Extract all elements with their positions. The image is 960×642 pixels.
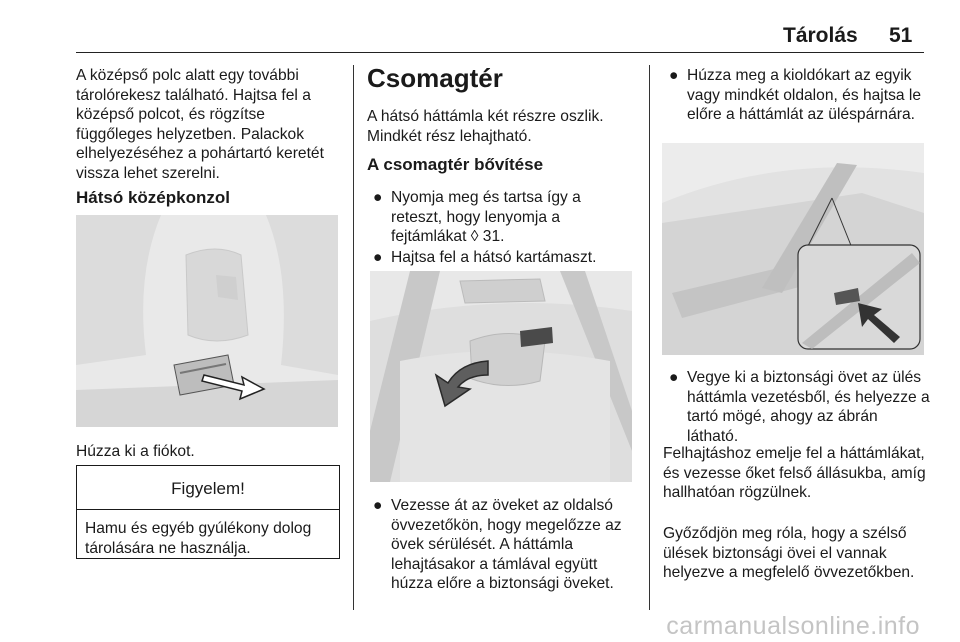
list-item-text: Vegye ki a biztonsági övet az ülés háttámla vezetésből, és helyezze a tartó mögé, ahogy az ábrán látható.	[687, 369, 930, 445]
release-lever-figure	[662, 143, 924, 355]
belt-check-paragraph: Győződjön meg róla, hogy a szélső ülések biztonsági övei el vannak helyezve a megfelelő övvezetőkben.	[663, 525, 915, 581]
bullet-icon: ●	[373, 497, 383, 514]
column-divider-2	[649, 65, 650, 610]
section-title-cargo: Csomagtér	[367, 63, 503, 93]
figure-caption-drawer: Húzza ki a fiókot.	[76, 443, 195, 460]
list-item-text: Hajtsa fel a hátsó kartámaszt.	[391, 249, 597, 266]
warning-title: Figyelem!	[77, 466, 339, 510]
bullet-icon: ●	[373, 189, 383, 206]
header-rule	[76, 52, 924, 53]
list-item-text: Vezesse át az öveket az oldalsó övvezetőkön, hogy megelőzze az övek sérülését. A háttámla lehajtásakor a támlával együtt húzza előre a biztonsági öveket.	[391, 497, 622, 592]
watermark: carmanualsonline.info	[666, 612, 920, 640]
column-divider-1	[353, 65, 354, 610]
list-item	[367, 496, 639, 594]
bullet-icon: ●	[373, 249, 383, 266]
intro-paragraph: A középső polc alatt egy további tárolórekesz található. Hajtsa fel a középső polcot, és rögzítse függőleges helyzetben. Palackok elhelyezéséhez a pohártartó keretét vissza lehet szerelni.	[76, 67, 324, 182]
subheading-expand: A csomagtér bővítése	[367, 155, 544, 174]
warning-text: Hamu és egyéb gyúlékony dolog tárolására ne használja.	[85, 520, 312, 557]
headrest-belt-figure	[370, 271, 632, 482]
cargo-intro-paragraph: A hátsó háttámla két részre oszlik. Mindkét rész lehajtható.	[367, 108, 604, 145]
page-number: 51	[889, 24, 913, 47]
list-item	[663, 66, 931, 125]
list-item	[663, 368, 931, 446]
bullet-icon: ●	[669, 369, 679, 386]
list-item	[367, 248, 632, 268]
fold-up-paragraph: Felhajtáshoz emelje fel a háttámlákat, és vezesse őket felső állásukba, amíg hallhatóan rögzülnek.	[663, 445, 926, 501]
warning-box	[76, 465, 340, 559]
list-item	[367, 188, 632, 247]
page-header-title: Tárolás	[783, 24, 858, 47]
list-item-text: Nyomja meg és tartsa így a reteszt, hogy lenyomja a fejtámlákat ◊ 31.	[391, 189, 581, 245]
console-drawer-figure	[76, 215, 338, 427]
section-heading-console: Hátsó középkonzol	[76, 188, 230, 207]
list-item-text: Húzza meg a kioldókart az egyik vagy mindkét oldalon, és hajtsa le előre a háttámlát az üléspárnára.	[687, 67, 922, 123]
bullet-icon: ●	[669, 67, 679, 84]
